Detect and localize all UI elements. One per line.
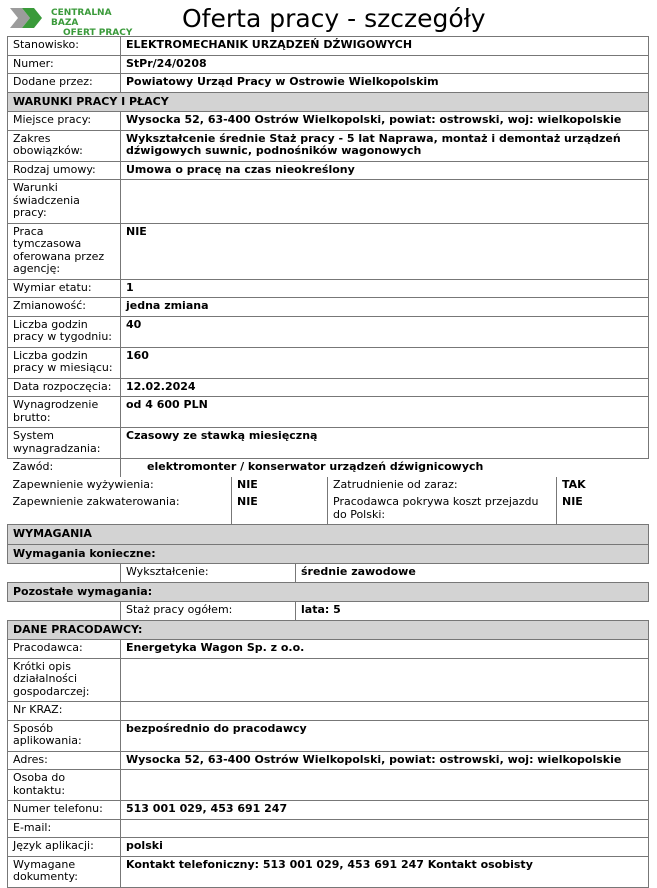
field-label: Wymiar etatu:	[8, 279, 121, 298]
warunki-row	[8, 279, 649, 298]
warunki-row	[8, 397, 649, 428]
field-label: Miejsce pracy:	[8, 112, 121, 131]
warunki-row	[8, 223, 649, 279]
pracodawca-row	[8, 751, 649, 770]
section-heading: Wymagania konieczne:	[8, 544, 649, 564]
field-label: Zapewnienie wyżywienia:	[8, 477, 232, 495]
field-value: lata: 5	[296, 602, 649, 620]
warunki-row	[8, 180, 649, 224]
field-value: 513 001 029, 453 691 247	[121, 801, 649, 820]
field-value: elektromonter / konserwator urządzeń dźwignicowych	[121, 459, 649, 477]
field-value: Wysocka 52, 63-400 Ostrów Wielkopolski, powiat: ostrowski, woj: wielkopolskie	[121, 112, 649, 131]
requirement-row	[8, 564, 649, 583]
field-value: 1	[121, 279, 649, 298]
field-value: Kontakt telefoniczny: 513 001 029, 453 691 247 Kontakt osobisty	[121, 856, 649, 887]
warunki-row	[8, 428, 649, 459]
warunki-row	[8, 347, 649, 378]
offer-details-table	[7, 36, 649, 888]
pracodawca-row	[8, 856, 649, 887]
section-heading: DANE PRACODAWCY:	[8, 620, 649, 640]
field-value: TAK	[557, 477, 649, 495]
field-value: bezpośrednio do pracodawcy	[121, 720, 649, 751]
field-value	[121, 702, 649, 721]
field-label: E-mail:	[8, 819, 121, 838]
pracodawca-row	[8, 801, 649, 820]
section-warunki	[8, 92, 649, 112]
field-value: od 4 600 PLN	[121, 397, 649, 428]
cbop-logo	[8, 5, 138, 38]
field-value: średnie zawodowe	[296, 564, 649, 582]
subsection-pozostale	[8, 582, 649, 602]
zawod-row	[8, 459, 649, 477]
page-title: Oferta pracy - szczegóły	[182, 4, 486, 33]
field-value: StPr/24/0208	[121, 55, 649, 74]
field-value: NIE	[121, 223, 649, 279]
field-label: Zatrudnienie od zaraz:	[328, 477, 557, 495]
section-heading: WYMAGANIA	[8, 525, 649, 545]
pracodawca-row	[8, 819, 649, 838]
top-row	[8, 55, 649, 74]
field-value: Wykształcenie średnie Staż pracy - 5 lat Naprawa, montaż i demontaż urządzeń dźwigowych suwnic, podnośników wagonowych	[121, 130, 649, 161]
field-value: ELEKTROMECHANIK URZĄDZEŃ DŹWIGOWYCH	[121, 37, 649, 56]
field-value: jedna zmiana	[121, 298, 649, 317]
subsection-konieczne	[8, 544, 649, 564]
field-value: Energetyka Wagon Sp. z o.o.	[121, 640, 649, 659]
field-value: Umowa o pracę na czas nieokreślony	[121, 161, 649, 180]
field-label: Staż pracy ogółem:	[121, 602, 296, 620]
field-value: Powiatowy Urząd Pracy w Ostrowie Wielkopolskim	[121, 74, 649, 93]
pracodawca-row	[8, 640, 649, 659]
field-label: Praca tymczasowa oferowana przez agencję:	[8, 223, 121, 279]
field-label: Zakres obowiązków:	[8, 130, 121, 161]
section-heading: Pozostałe wymagania:	[8, 582, 649, 602]
field-value	[121, 658, 649, 702]
top-row	[8, 37, 649, 56]
page-header	[0, 0, 657, 36]
field-label: Numer:	[8, 55, 121, 74]
pracodawca-row	[8, 838, 649, 857]
field-label: Zapewnienie zakwaterowania:	[8, 494, 232, 524]
field-label: Pracodawca pokrywa koszt przejazdu do Polski:	[328, 494, 557, 524]
field-value: NIE	[557, 494, 649, 524]
field-value	[121, 180, 649, 224]
field-label: Data rozpoczęcia:	[8, 378, 121, 397]
field-label: Dodane przez:	[8, 74, 121, 93]
pracodawca-row	[8, 658, 649, 702]
field-label: Osoba do kontaktu:	[8, 770, 121, 801]
pracodawca-row	[8, 702, 649, 721]
warunki-row	[8, 298, 649, 317]
pracodawca-row	[8, 770, 649, 801]
warunki-row	[8, 112, 649, 131]
logo-line-2: OFERT PRACY	[63, 28, 133, 38]
top-row	[8, 74, 649, 93]
field-label: System wynagradzania:	[8, 428, 121, 459]
field-value	[121, 770, 649, 801]
field-value: 12.02.2024	[121, 378, 649, 397]
field-label: Numer telefonu:	[8, 801, 121, 820]
field-label: Wykształcenie:	[121, 564, 296, 582]
field-value: 160	[121, 347, 649, 378]
logo-line-1: CENTRALNA BAZA	[51, 8, 112, 28]
warunki-row	[8, 316, 649, 347]
field-label: Krótki opis działalności gospodarczej:	[8, 658, 121, 702]
field-label: Język aplikacji:	[8, 838, 121, 857]
section-pracodawca	[8, 620, 649, 640]
field-value: Wysocka 52, 63-400 Ostrów Wielkopolski, powiat: ostrowski, woj: wielkopolskie	[121, 751, 649, 770]
section-heading: WARUNKI PRACY I PŁACY	[8, 92, 649, 112]
field-label: Rodzaj umowy:	[8, 161, 121, 180]
field-label: Stanowisko:	[8, 37, 121, 56]
pracodawca-row	[8, 720, 649, 751]
field-label: Wymagane dokumenty:	[8, 856, 121, 887]
field-value: polski	[121, 838, 649, 857]
field-label: Zmianowość:	[8, 298, 121, 317]
warunki-row	[8, 130, 649, 161]
warunki-row	[8, 378, 649, 397]
warunki-row	[8, 161, 649, 180]
requirement-row	[8, 602, 649, 621]
field-label: Adres:	[8, 751, 121, 770]
grid-row	[8, 477, 649, 495]
logo-arrows-icon	[8, 5, 48, 32]
field-label: Pracodawca:	[8, 640, 121, 659]
grid-row	[8, 494, 649, 525]
field-label: Liczba godzin pracy w miesiącu:	[8, 347, 121, 378]
field-label: Warunki świadczenia pracy:	[8, 180, 121, 224]
section-wymagania	[8, 525, 649, 545]
field-label: Sposób aplikowania:	[8, 720, 121, 751]
field-label: Liczba godzin pracy w tygodniu:	[8, 316, 121, 347]
field-label: Wynagrodzenie brutto:	[8, 397, 121, 428]
field-value: NIE	[232, 494, 328, 524]
field-value: 40	[121, 316, 649, 347]
field-value: NIE	[232, 477, 328, 495]
field-value	[121, 819, 649, 838]
field-label: Zawód:	[8, 459, 121, 477]
field-value: Czasowy ze stawką miesięczną	[121, 428, 649, 459]
field-label: Nr KRAZ:	[8, 702, 121, 721]
